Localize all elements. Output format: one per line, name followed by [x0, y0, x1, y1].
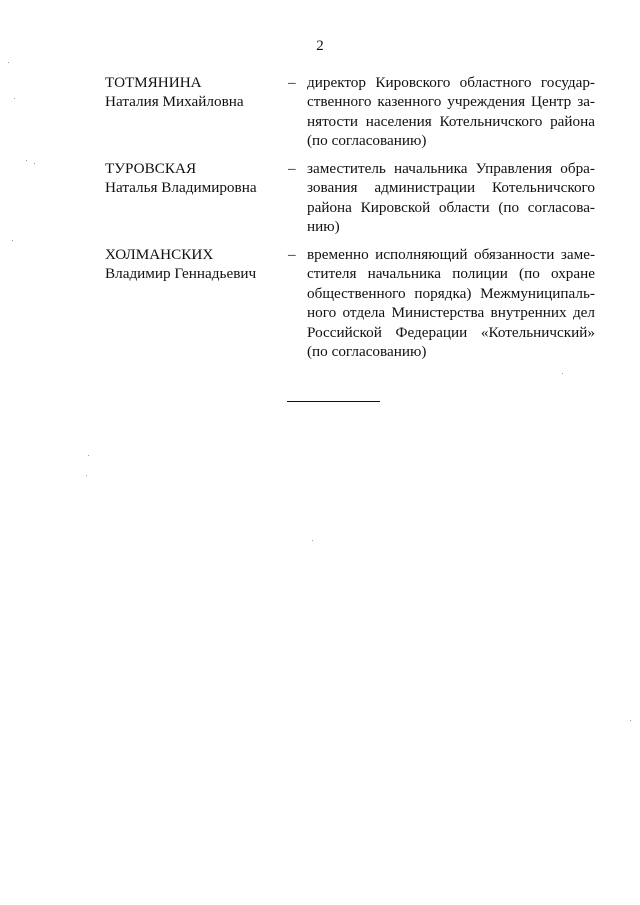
dash-separator: –: [288, 74, 296, 91]
scan-speck: [8, 62, 9, 63]
scan-speck: [12, 240, 13, 241]
member-surname: ТУРОВСКАЯ: [105, 160, 197, 177]
member-surname: ТОТМЯНИНА: [105, 74, 202, 91]
member-given-names: Наталия Михайловна: [105, 93, 244, 111]
member-position: [307, 245, 595, 361]
position-line: района Кировской области (по согласова-: [307, 198, 595, 216]
position-line: общественного порядка) Межмуниципаль-: [307, 284, 595, 302]
dash-separator: –: [288, 160, 296, 177]
end-of-list-rule: [287, 401, 380, 402]
position-line: ственного казенного учреждения Центр за-: [307, 93, 595, 111]
scan-speck: [630, 720, 631, 721]
member-given-names: Владимир Геннадьевич: [105, 265, 257, 283]
member-surname: ХОЛМАНСКИХ: [105, 246, 214, 263]
member-position: [307, 73, 595, 151]
position-line: временно исполняющий обязанности заме-: [307, 246, 595, 263]
member-position: [307, 159, 595, 237]
position-line: стителя начальника полиции (по охране: [307, 265, 595, 283]
member-name: [105, 73, 285, 112]
member-given-names: Наталья Владимировна: [105, 179, 257, 197]
position-line: зования администрации Котельничского: [307, 179, 595, 197]
member-name: [105, 245, 285, 284]
scan-speck: [34, 163, 35, 164]
position-line: заместитель начальника Управления обра-: [307, 160, 595, 177]
scan-speck: [26, 160, 27, 161]
position-line: директор Кировского областного государ-: [307, 74, 595, 91]
position-line: нию): [307, 218, 340, 236]
position-line: (по согласованию): [307, 343, 427, 361]
dash-separator: –: [288, 246, 296, 263]
member-name: [105, 159, 285, 198]
page-number: 2: [316, 38, 324, 54]
position-line: Российской Федерации «Котельничский»: [307, 323, 595, 341]
position-line: ного отдела Министерства внутренних дел: [307, 304, 595, 322]
scan-speck: [86, 475, 87, 476]
scan-speck: [312, 540, 313, 541]
scan-speck: [88, 455, 89, 456]
position-line: нятости населения Котельничского района: [307, 112, 595, 130]
scan-speck: [562, 373, 563, 374]
scan-speck: [14, 98, 15, 99]
position-line: (по согласованию): [307, 132, 427, 150]
